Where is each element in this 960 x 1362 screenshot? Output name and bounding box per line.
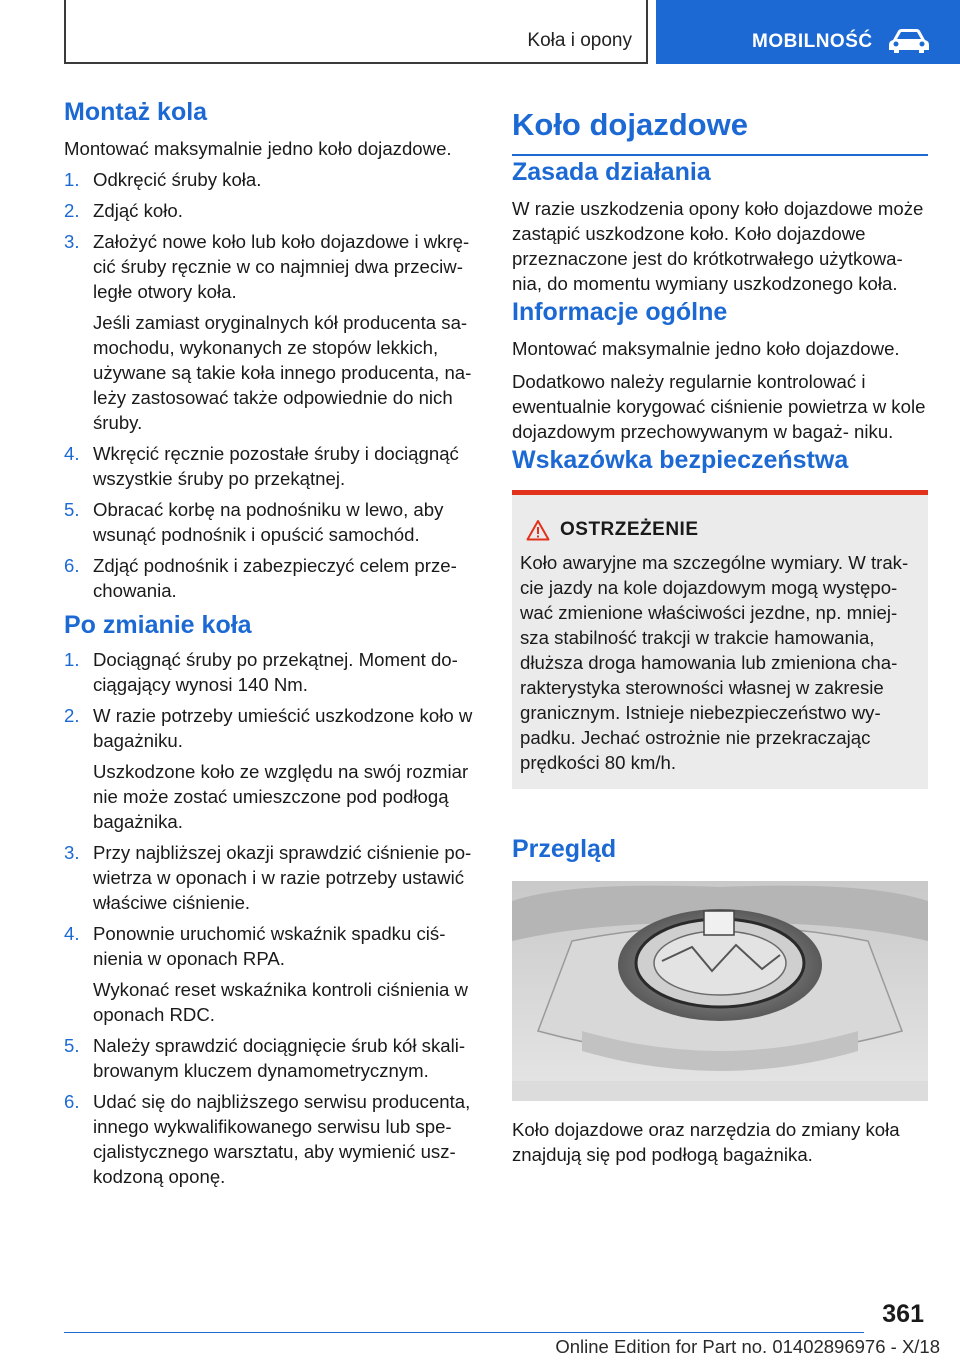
heading-spare-wheel: Koło dojazdowe <box>512 106 928 156</box>
step-text: Zdjąć podnośnik i zabezpieczyć celem prze- chowania. <box>93 555 457 601</box>
footer-edition: Online Edition for Part no. 01402896976 - X/18 <box>555 1336 940 1357</box>
general-text-2: Dodatkowo należy regularnie kontrolować i ewentualnie korygować ciśnienie powietrza w kole dojazdowym przechowywanym w bagaż- niku. <box>512 371 926 442</box>
step-item <box>64 647 480 697</box>
header-section-title: Koła i opony <box>527 30 632 51</box>
step-note: Jeśli zamiast oryginalnych kół producenta sa- mochodu, wykonanych ze stopów lekkich, używane są takie koła innego producenta, na- leży zastosować także odpowiednie do nich śruby. <box>93 312 472 433</box>
warning-title: OSTRZEŻENIE <box>560 519 699 540</box>
step-number: 4. <box>64 443 80 464</box>
right-column <box>512 100 928 1167</box>
step-number: 3. <box>64 842 80 863</box>
step-number: 2. <box>64 200 80 221</box>
car-icon <box>888 28 930 54</box>
step-item <box>64 497 480 547</box>
warning-header <box>520 517 920 542</box>
step-text: Dociągnąć śruby po przekątnej. Moment do- ciągający wynosi 140 Nm. <box>93 649 458 695</box>
step-item <box>64 167 480 192</box>
photo-caption: Koło dojazdowe oraz narzędzia do zmiany koła znajdują się pod podłogą bagażnika. <box>512 1119 900 1165</box>
step-number: 5. <box>64 1035 80 1056</box>
footer-rule <box>64 1332 864 1333</box>
step-number: 3. <box>64 231 80 252</box>
heading-overview: Przegląd <box>512 835 617 863</box>
step-number: 1. <box>64 649 80 670</box>
warning-box <box>512 490 928 789</box>
left-column <box>64 96 480 1195</box>
step-text: Wkręcić ręcznie pozostałe śruby i dociągnąć wszystkie śruby po przekątnej. <box>93 443 459 489</box>
page-number: 361 <box>882 1300 924 1328</box>
step-number: 1. <box>64 169 80 190</box>
heading-operating-principle: Zasada działania <box>512 158 711 186</box>
step-note: Uszkodzone koło ze względu na swój rozmiar nie może zostać umieszczone pod podłogą bagażnika. <box>93 761 469 832</box>
step-text: Udać się do najbliższego serwisu producenta, innego wykwalifikowanego serwisu lub spe- cjalistycznego warsztatu, aby wymienić usz- kodzoną oponę. <box>93 1091 471 1187</box>
step-item <box>64 1033 480 1083</box>
step-note: Wykonać reset wskaźnika kontroli ciśnienia w oponach RDC. <box>93 979 468 1025</box>
header-section-box <box>64 0 648 64</box>
warning-triangle-icon <box>526 519 550 541</box>
mount-intro: Montować maksymalnie jedno koło dojazdowe. <box>64 138 452 159</box>
step-text: Należy sprawdzić dociągnięcie śrub kół skali- browanym kluczem dynamometrycznym. <box>93 1035 466 1081</box>
step-text: Przy najbliższej okazji sprawdzić ciśnienie po- wietrza w oponach i w razie potrzeby ustawić właściwe ciśnienie. <box>93 842 472 913</box>
step-text: Założyć nowe koło lub koło dojazdowe i wkrę- cić śruby ręcznie w co najmniej dwa przeciw- ległe otwory koła. <box>93 231 470 302</box>
heading-wheel-mounting: Montaż kola <box>64 98 208 126</box>
step-number: 6. <box>64 1091 80 1112</box>
warning-text: Koło awaryjne ma szczególne wymiary. W trak- cie jazdy na kole dojazdowym mogą występo- wać zmienione właściwości jezdne, np. mniej- sza stabilność trakcji w trakcie hamowania, dłuższa droga hamowania lub zmieniona cha- rakterystyka sterowności własnej w zakresie granicznym. Istnieje niebezpieczeństwo wy- padku. Jechać ostrożnie nie przekraczając prędkości 80 km/h. <box>520 552 909 773</box>
header-chapter-box <box>656 0 960 64</box>
after-steps-list <box>64 647 480 1189</box>
header-chapter-title: MOBILNOŚĆ <box>752 31 873 52</box>
step-item <box>64 229 480 435</box>
trunk-spare-wheel-photo <box>512 881 928 1101</box>
step-text: Ponownie uruchomić wskaźnik spadku ciś- nienia w oponach RPA. <box>93 923 446 969</box>
step-item <box>64 441 480 491</box>
step-number: 6. <box>64 555 80 576</box>
step-text: Odkręcić śruby koła. <box>93 169 262 190</box>
step-text: W razie potrzeby umieścić uszkodzone koło w bagażniku. <box>93 705 473 751</box>
principle-text: W razie uszkodzenia opony koło dojazdowe może zastąpić uszkodzone koło. Koło dojazdowe przeznaczone jest do krótkotrwałego użytkowa- nia, do momentu wymiany uszkodzonego koła. <box>512 198 924 294</box>
heading-general-info: Informacje ogólne <box>512 298 728 326</box>
heading-after-wheel-change: Po zmianie koła <box>64 611 252 639</box>
step-text: Obracać korbę na podnośniku w lewo, aby wsunąć podnośnik i opuścić samochód. <box>93 499 444 545</box>
step-item <box>64 703 480 834</box>
step-item <box>64 198 480 223</box>
heading-safety-note: Wskazówka bezpieczeństwa <box>512 446 849 474</box>
step-number: 5. <box>64 499 80 520</box>
step-number: 4. <box>64 923 80 944</box>
step-number: 2. <box>64 705 80 726</box>
mount-steps-list <box>64 167 480 603</box>
step-item <box>64 553 480 603</box>
step-item <box>64 921 480 1027</box>
step-text: Zdjąć koło. <box>93 200 183 221</box>
step-item <box>64 840 480 915</box>
step-item <box>64 1089 480 1189</box>
general-text-1: Montować maksymalnie jedno koło dojazdowe. <box>512 338 900 359</box>
